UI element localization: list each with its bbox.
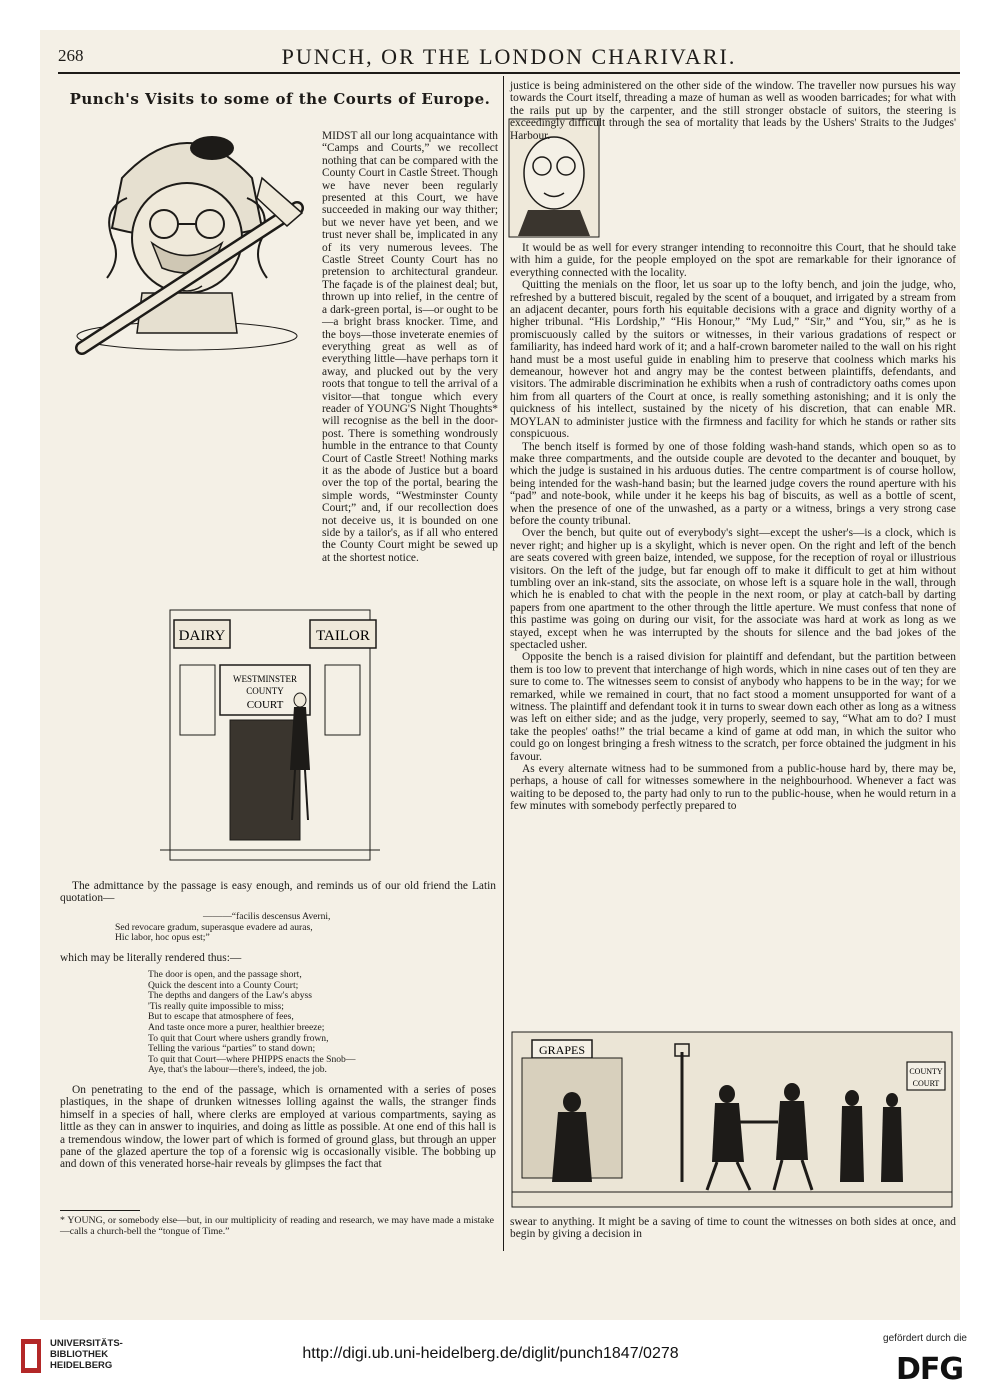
page-number: 268 xyxy=(58,46,84,65)
footnote-rule xyxy=(60,1210,140,1211)
funded-by-note: gefördert durch die xyxy=(883,1333,967,1344)
verse-line: But to escape that atmosphere of fees, xyxy=(148,1011,294,1023)
footnote: * YOUNG, or somebody else—but, in our multiplicity of reading and research, we may have made a mistake—calls a church-bell the “tongue of Time.” xyxy=(60,1215,494,1237)
right-column-top xyxy=(510,80,956,142)
verse-line: To quit that Court—where PHIPPS enacts the Snob— xyxy=(148,1053,356,1065)
right-paragraph-3: Quitting the menials on the floor, let us soar up to the lofty bench, and join the judge, who, refreshed by a buttered biscuit, regaled by the scent of a bouquet, and irrigated by a stream from an adjacent decanter, pours forth his equitable decisions with a grace and dignity worthy of a higher tribunal. “His Lordship,” “His Honour,” “My Lud,” “Sir,” and “You, sir,” as he is promiscuously called by the suitors or witnesses, in their various gradations of respect or familiarity, has indeed hard work of it; and a half-crown barometer nailed to the wall on his right hand must be a most useful guide in enabling him to preserve that coolness which marks his demeanour, however hot and angry may be the contest between plaintiffs, defendants, and visitors. The admirable discrimination he exhibits when a rush of contradictory oaths comes upon him from all quarters of the Court at once, is really something astonishing; and it is only the quickness of his intellect, sustained by the nicety of his discretion, that can enable MR. MOYLAN to administer justice with the firmness and facility for which he stands or rather sits conspicuous. xyxy=(510,279,956,441)
verse-line: Quick the descent into a County Court; xyxy=(148,979,299,991)
translation-intro-text: which may be literally rendered thus:— xyxy=(60,952,242,964)
pub-scene-drawing xyxy=(512,1032,952,1207)
right-paragraph-5: Over the bench, but quite out of everybody's sight—except the usher's—is a clock, which is never right; and higher up is a skylight, which is never open. On the right and left of the bench are seats covered with green baize, intended, we suppose, for the reception of royal or illustrious visitors. On the left of the judge, but far enough off to make it difficult to get at him without tumbling over an ink-stand, sits the associate, on whose left is a square hole in the wall, through which he is enabled to chat with the people in the next room, or play at catch-ball by darting papers from one apartment to the other through the little aperture. We must confess that none of this pastime was going on during our visit, for the associate was hard at work as long as we stayed, except when he was interrupted by the shouts for silence and the bad jokes of the spectacled usher. xyxy=(510,527,956,651)
left-column-passage xyxy=(60,1084,496,1171)
page-header xyxy=(58,44,960,74)
court-sign-line-1: COUNTY xyxy=(909,1067,943,1076)
verse-line: Aye, that's the labour—there's, indeed, the job. xyxy=(148,1064,327,1076)
court-board-line-1: WESTMINSTER xyxy=(233,674,297,684)
pub-witness-illustration xyxy=(512,1032,952,1207)
latin-quotation xyxy=(115,912,485,944)
left-column-continuation xyxy=(60,880,496,905)
verse-line: To quit that Court where ushers grandly frown, xyxy=(148,1032,329,1044)
right-paragraph-2: It would be as well for every stranger intending to reconnoitre this Court, that he should take with him a guide, for the people employed on the spot are remarkable for their ignorance of everything connected with the locality. xyxy=(510,242,956,279)
right-paragraph-1: justice is being administered on the other side of the window. The traveller now pursues his way towards the Court itself, threading a maze of human as well as wooden barricades; for what with the rails put up by the carpenter, and the still stronger obstacle of suitors, the steering is exceedingly difficult through the sea of mortality that leads by the Ushers' Straits to the Judges' Harbour. xyxy=(510,80,956,142)
street-drawing xyxy=(160,570,380,870)
dairy-sign: DAIRY xyxy=(178,628,226,644)
passage-paragraph: On penetrating to the end of the passage, which is ornamented with a series of poses plastiques, in the shape of drunken witnesses lolling against the walls, the stranger finds himself in a species of hall, where clerks are employed at various compartments, saying as little as they can in answer to inquiries, and doing as little as possible. At one end of this hall is a tremendous window, the lower part of which is formed of ground glass, but through an upper pane of the glazed aperture the top of a forensic wig is occasionally visible. The bobbing up and down of this venerated horse-hair reveals by glimpses the fact that xyxy=(60,1084,496,1171)
verse-line: The door is open, and the passage short, xyxy=(148,969,302,980)
verse-line: The depths and dangers of the Law's abyss xyxy=(148,990,312,1002)
right-paragraph-7: As every alternate witness had to be summoned from a public-house hard by, there may be, perhaps, a house of call for witnesses somewhere in the neighbourhood. Whenever a fact was waiting to be deposed to, the party had only to run to the public-house, when he would return in a few minutes with somebody perfectly prepared to xyxy=(510,763,956,813)
court-board-line-3: COURT xyxy=(246,699,284,711)
right-paragraph-6: Opposite the bench is a raised division for plaintiff and defendant, but the partition between them is too low to prevent that interchange of high words, which in nine cases out of ten they are sure to come to. The witnesses seem to consist of anybody who happens to be in the way; for we remarked, while we remained in court, that no fact stood a moment unsupported for want of a witness. The plaintiff and defendant took it in turns to swear down each other as long as a witness was left on either side; and as the judge, very properly, seemed to say, “What am to do? I must take the peoples' oaths!” the trial became a kind of game at odd man, in which the suitor who could go on longest bringing a fresh witness to the scratch, per force obtained the judgment in his favour. xyxy=(510,651,956,763)
verse-line: 'Tis really quite impossible to miss; xyxy=(148,1000,284,1012)
translation-intro xyxy=(60,952,496,964)
county-court-street-illustration xyxy=(160,570,380,870)
judge-caricature-illustration xyxy=(62,118,312,354)
left-column-intro xyxy=(322,130,498,564)
header-rule xyxy=(58,72,960,74)
university-line-3: HEIDELBERG xyxy=(50,1360,113,1371)
right-column-main xyxy=(510,242,956,813)
latin-intro-paragraph: The admittance by the passage is easy enough, and reminds us of our old friend the Latin quotation— xyxy=(60,880,496,905)
article-title: Punch's Visits to some of the Courts of Europe. xyxy=(69,90,491,108)
judge-caricature-drawing xyxy=(62,118,312,354)
verse-line: And taste once more a purer, healthier breeze; xyxy=(148,1021,325,1033)
dfg-logo: DFG xyxy=(895,1352,963,1387)
running-title: PUNCH, OR THE LONDON CHARIVARI. xyxy=(281,44,737,69)
source-url-link[interactable]: http://digi.ub.uni-heidelberg.de/diglit/punch1847/0278 xyxy=(302,1345,679,1362)
verse-line: Telling the various “parties” to stand down; xyxy=(148,1043,316,1055)
tailor-sign: TAILOR xyxy=(316,628,370,644)
university-line-1: UNIVERSITÄTS- xyxy=(50,1338,123,1349)
latin-verse-line: ———“facilis descensus Averni, xyxy=(203,911,331,922)
court-sign-line-2: COURT xyxy=(912,1079,940,1088)
court-board-line-2: COUNTY xyxy=(246,686,284,696)
university-line-2: BIBLIOTHEK xyxy=(50,1349,109,1360)
latin-verse-line: Sed revocare gradum, superasque evadere ad auras, xyxy=(115,921,313,933)
right-paragraph-8: swear to anything. It might be a saving of time to count the witnesses on both sides at once, and begin by giving a decision in xyxy=(510,1216,956,1241)
right-column-bottom xyxy=(510,1216,956,1241)
intro-paragraph: MIDST all our long acquaintance with “Camps and Courts,” we recollect nothing that can be compared with the County Court in Castle Street. Though we have never been regularly presented at this Court, we have succeeded in making our way thither; but we never have yet been, and we trust never shall be, implicated in any of its very numerous levees. The Castle Street County Court has no pretension to architectural grandeur. The façade is of the plainest deal; but, thrown up into relief, in the centre of a dark-green portal, is—or ought to be—a bright brass knocker. Time, and the boys—those inveterate enemies of everything great as well as of everything little—have perhaps torn it away, and plucked out by the very roots that tongue to tell the arrival of a visitor—that tongue which every reader of YOUNG'S Night Thoughts* will recognise as the bell in the door-post. There is something wondrously humble in the entrance to that County Court of Castle Street! Nothing marks it as the abode of Justice but a board over the top of the portal, bearing the simple words, “Westminster County Court;” and, if our recollection does not deceive us, it is bounded on one side by a tailor's, as if all who entered the County Court might be sewed up at the shortest notice. xyxy=(322,130,498,564)
column-divider xyxy=(503,76,504,1251)
pub-sign: GRAPES xyxy=(538,1043,586,1057)
latin-verse-line: Hic labor, hoc opus est;” xyxy=(115,932,210,944)
english-verse xyxy=(148,970,488,1076)
right-paragraph-4: The bench itself is formed by one of those folding wash-hand stands, which open so as to make three compartments, and the outside couple are devoted to the decanter and bouquet, by which the judge is sustained in his arduous duties. The centre compartment is of course hollow, being intended for the wash-hand basin; but the learned judge covers the round aperture with his “pad” and note-book, while under it he keeps his bag of biscuits, as well as a bottle of scent, when the presence of one of the unwashed, as a party or a witness, brings a very strong case before the county tribunal. xyxy=(510,440,956,527)
